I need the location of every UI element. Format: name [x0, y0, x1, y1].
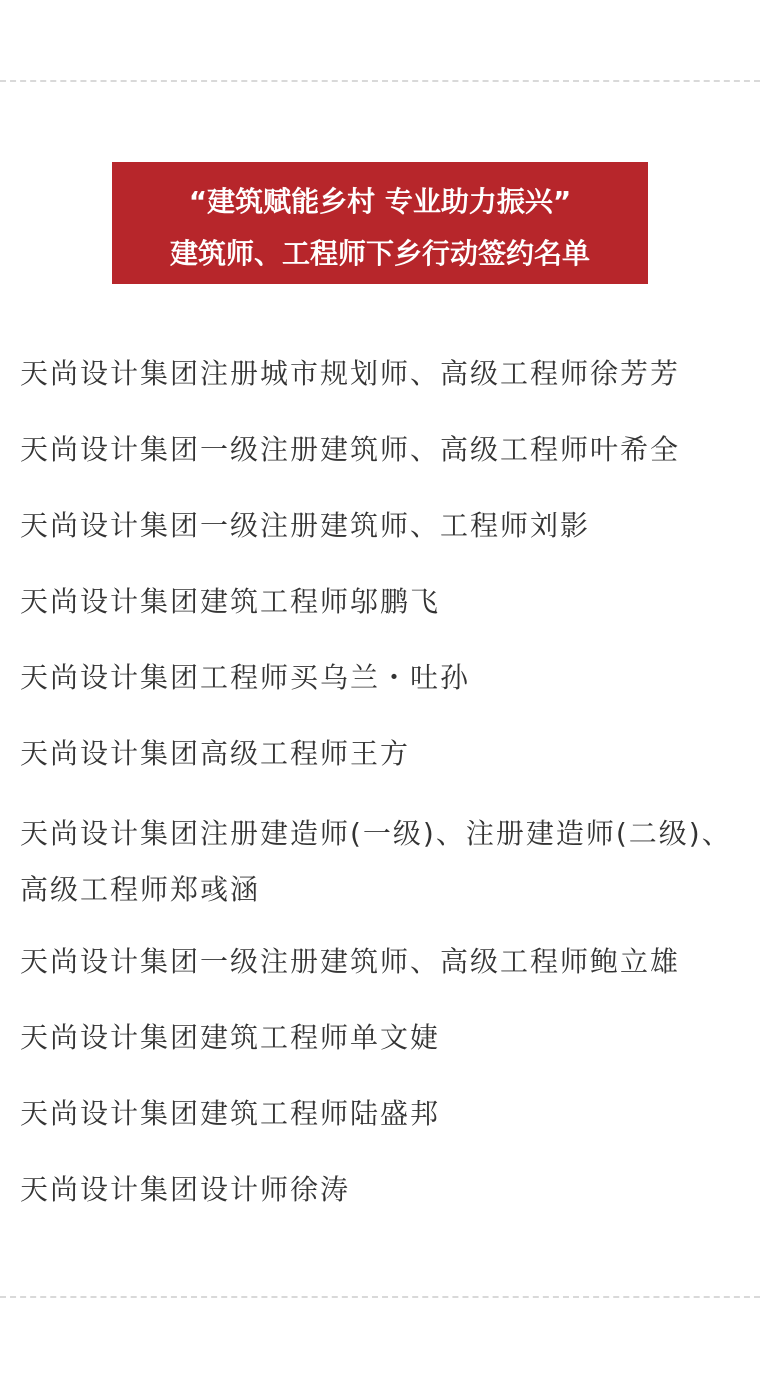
title-banner [112, 162, 648, 284]
list-item: 天尚设计集团一级注册建筑师、高级工程师鲍立雄 [20, 945, 681, 978]
list-item: 天尚设计集团设计师徐涛 [20, 1173, 351, 1206]
list-item: 天尚设计集团工程师买乌兰・吐孙 [20, 661, 471, 694]
banner-title-line-1: “建筑赋能乡村 专业助力振兴” [188, 185, 572, 218]
bottom-dashed-divider [0, 1296, 760, 1298]
list-item: 天尚设计集团一级注册建筑师、高级工程师叶希全 [20, 433, 681, 466]
list-item: 天尚设计集团注册城市规划师、高级工程师徐芳芳 [20, 357, 681, 390]
list-item: 天尚设计集团建筑工程师单文婕 [20, 1021, 441, 1054]
signing-name-list [20, 350, 742, 1242]
list-item: 天尚设计集团一级注册建筑师、工程师刘影 [20, 509, 591, 542]
list-item: 天尚设计集团建筑工程师邬鹏飞 [20, 585, 441, 618]
list-item: 天尚设计集团注册建造师(一级)、注册建造师(二级)、高级工程师郑彧涵 [20, 817, 732, 906]
list-item: 天尚设计集团高级工程师王方 [20, 737, 411, 770]
banner-title-line-2: 建筑师、工程师下乡行动签约名单 [169, 237, 590, 270]
list-item: 天尚设计集团建筑工程师陆盛邦 [20, 1097, 441, 1130]
top-dashed-divider [0, 80, 760, 82]
